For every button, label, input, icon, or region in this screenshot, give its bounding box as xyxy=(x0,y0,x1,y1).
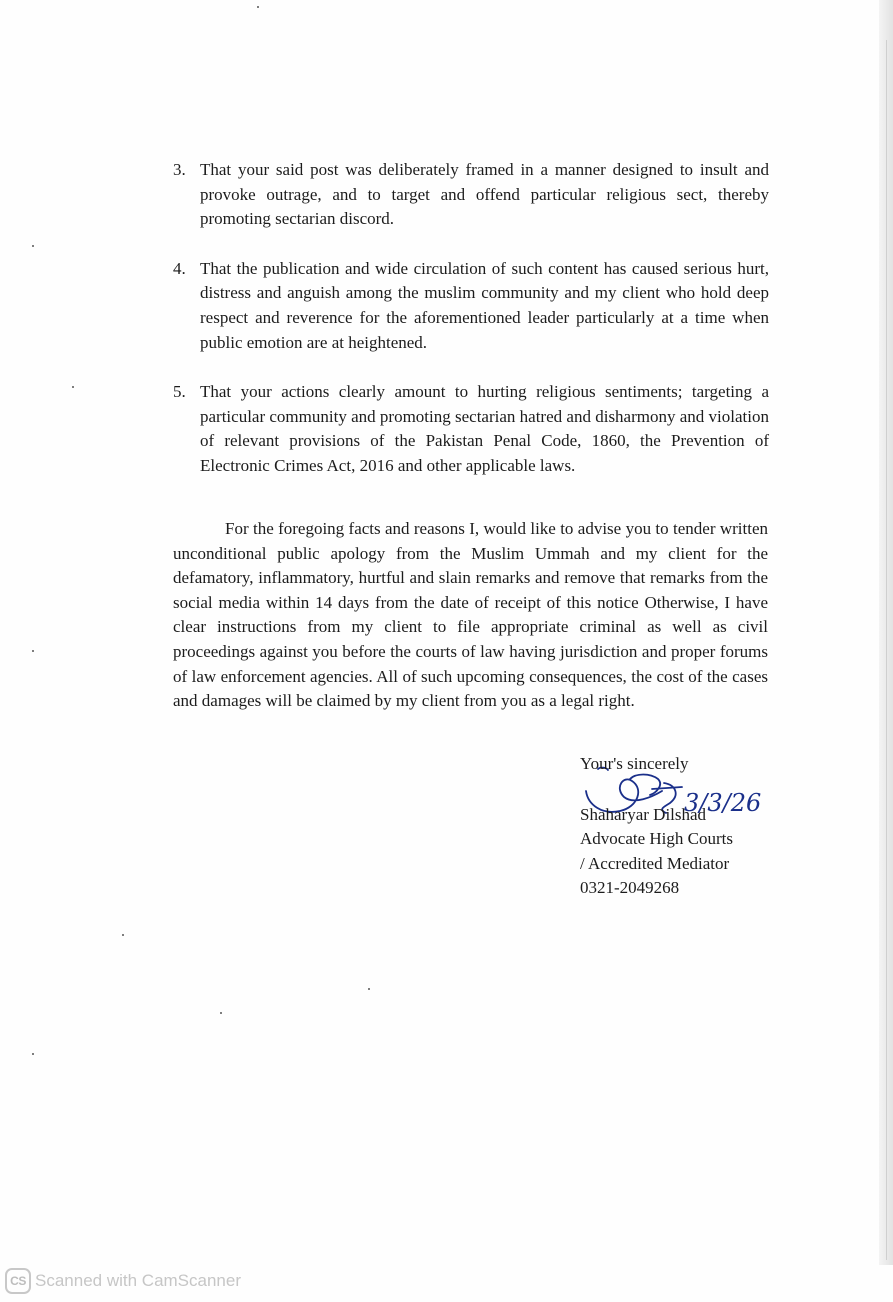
closing-paragraph: For the foregoing facts and reasons I, would like to advise you to tender written unconditional public apology from the Muslim Ummah and my client for the defamatory, inflammatory, hurtful and slain remarks and remove that remarks from the social media within 14 days from the date of receipt of this notice Otherwise, I have clear instructions from my client to file appropriate criminal as well as civil proceedings against you before the courts of law having jurisdiction and proper forums of law enforcement agencies. All of such upcoming consequences, the cost of the cases and damages will be claimed by my client from you as a legal right. xyxy=(173,519,768,711)
signature-block xyxy=(580,752,780,901)
list-item xyxy=(173,158,769,232)
signatory-title: Advocate High Courts xyxy=(580,829,733,849)
list-item-text: That your actions clearly amount to hurting religious sentiments; targeting a particular community and promoting sectarian hatred and disharmony and violation of relevant provisions of the Pakistan Penal Code, 1860, the Prevention of Electronic Crimes Act, 2016 and other applicable laws. xyxy=(200,382,769,475)
list-item-number: 4. xyxy=(173,258,186,278)
list-item xyxy=(173,257,769,355)
signatory-name: Shaharyar Dilshad xyxy=(580,804,707,824)
scan-speck xyxy=(122,934,124,936)
list-item-text: That the publication and wide circulation of such content has caused serious hurt, distress and anguish among the muslim community and my client who hold deep respect and reverence for the aforementioned leader particularly at a time when public emotion are at heightened. xyxy=(200,258,769,352)
scan-speck xyxy=(368,988,370,990)
signature-date: 3/3/26 xyxy=(684,789,762,817)
scan-speck xyxy=(32,650,34,652)
camscanner-logo-icon: CS xyxy=(5,1268,31,1294)
scan-speck xyxy=(32,245,34,247)
scan-speck xyxy=(32,1053,34,1055)
camscanner-text: Scanned with CamScanner xyxy=(35,1271,242,1290)
numbered-list xyxy=(173,158,769,504)
page-edge-line xyxy=(886,40,887,1260)
sign-off: Your's sincerely xyxy=(580,754,689,773)
signatory-role: / Accredited Mediator xyxy=(580,853,730,873)
scan-speck xyxy=(72,386,74,388)
camscanner-watermark xyxy=(5,1268,241,1294)
list-item-number: 3. xyxy=(173,160,186,179)
scan-speck xyxy=(220,1012,222,1014)
scan-speck xyxy=(257,6,259,8)
list-item-text: That your said post was deliberately framed in a manner designed to insult and provoke outrage, and to target and offend particular religious sect, thereby promoting sectarian discord. xyxy=(200,160,769,229)
signatory-phone: 0321-2049268 xyxy=(580,878,680,898)
list-item xyxy=(173,380,769,478)
list-item-number: 5. xyxy=(173,382,186,402)
